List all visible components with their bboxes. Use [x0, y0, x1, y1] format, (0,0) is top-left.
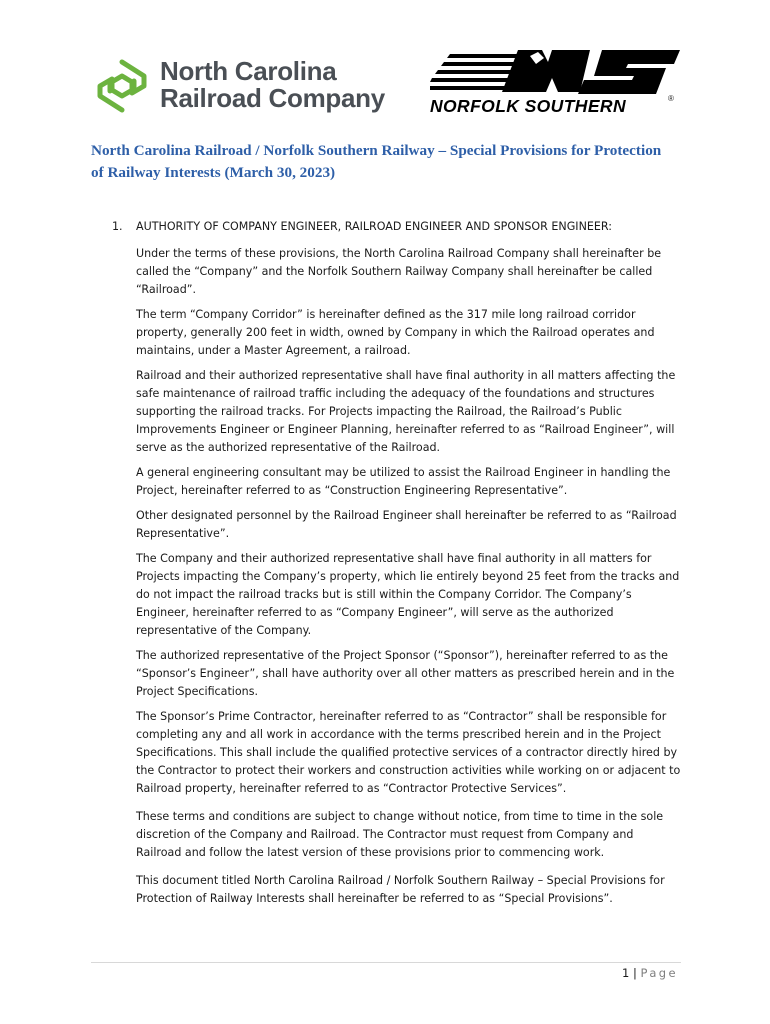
- paragraph: The Company and their authorized representative shall have final authority in all matters for Projects impacting the Company’s property, which lie entirely beyond 25 feet from the tracks and do not impact the railroad tracks but is still within the Company Corridor. The Company’s Engineer, hereinafter referred to as “Company Engineer”, will serve as the authorized representative of the Company.: [136, 552, 680, 637]
- paragraph: A general engineering consultant may be utilized to assist the Railroad Engineer in handling the Project, hereinafter referred to as “Construction Engineering Representative”.: [136, 466, 671, 497]
- ncrr-logo: [94, 58, 404, 118]
- ncrr-logo-mark-icon: [94, 58, 150, 114]
- paragraph: The authorized representative of the Project Sponsor (“Sponsor”), hereinafter referred to as the “Sponsor’s Engineer”, shall have authority over all other matters as prescribed herein and in the Project Specifications.: [136, 649, 675, 698]
- page-number: 1: [622, 966, 630, 980]
- paragraph: The Sponsor’s Prime Contractor, hereinafter referred to as “Contractor” shall be responsible for completing any and all work in accordance with the terms prescribed herein and in the Project Specifications. This shall include the qualified protective services of a contractor directly hired by the Contractor to protect their workers and construction activities while working on or adjacent to Railroad property, hereinafter referred to as “Contractor Protective Services”.: [136, 710, 681, 795]
- section-heading: [91, 218, 691, 236]
- paragraph: These terms and conditions are subject to change without notice, from time to time in the sole discretion of the Company and Railroad. The Contractor must request from Company and Railroad and follow the latest version of these provisions prior to commencing work.: [136, 810, 664, 859]
- paragraph: This document titled North Carolina Railroad / Norfolk Southern Railway – Special Provisions for Protection of Railway Interests shall hereinafter be referred to as “Special Provisions”.: [136, 874, 665, 905]
- norfolk-southern-logo: [430, 48, 680, 120]
- ncrr-wordmark: [160, 58, 385, 112]
- ncrr-wordmark-line2: Railroad Company: [160, 83, 385, 113]
- norfolk-southern-wordmark: NORFOLK SOUTHERN: [430, 96, 626, 116]
- document-body: [91, 218, 691, 915]
- section-heading-text: AUTHORITY OF COMPANY ENGINEER, RAILROAD ENGINEER AND SPONSOR ENGINEER:: [136, 220, 612, 233]
- paragraph: Under the terms of these provisions, the North Carolina Railroad Company shall hereinafter be called the “Company” and the Norfolk Southern Railway Company shall hereinafter be called “Railroad”.: [136, 247, 662, 296]
- paragraph: Other designated personnel by the Railroad Engineer shall hereinafter be referred to as “Railroad Representative”.: [136, 509, 677, 540]
- section-number: 1.: [112, 220, 123, 233]
- registered-mark: ®: [668, 94, 674, 103]
- footer-separator: |: [633, 966, 637, 980]
- paragraph: Railroad and their authorized representative shall have final authority in all matters affecting the safe maintenance of railroad traffic including the adequacy of the foundations and structures supporting the railroad tracks. For Projects impacting the Railroad, the Railroad’s Public Improvements Engineer or Engineer Planning, hereinafter referred to as “Railroad Engineer”, will serve as the authorized representative of the Railroad.: [136, 369, 676, 454]
- paragraph: The term “Company Corridor” is hereinafter defined as the 317 mile long railroad corridor property, generally 200 feet in width, owned by Company in which the Railroad operates and maintains, under a Master Agreement, a railroad.: [136, 308, 655, 357]
- footer-divider: [91, 962, 681, 963]
- norfolk-southern-horse-mark-icon: [430, 48, 680, 96]
- header-logos: [0, 44, 770, 124]
- page-footer: [622, 966, 678, 980]
- page-label: Page: [640, 966, 678, 980]
- ncrr-wordmark-line1: North Carolina: [160, 56, 337, 86]
- document-title: North Carolina Railroad / Norfolk Southern Railway – Special Provisions for Protection of Railway Interests (March 30, 2023): [91, 142, 662, 181]
